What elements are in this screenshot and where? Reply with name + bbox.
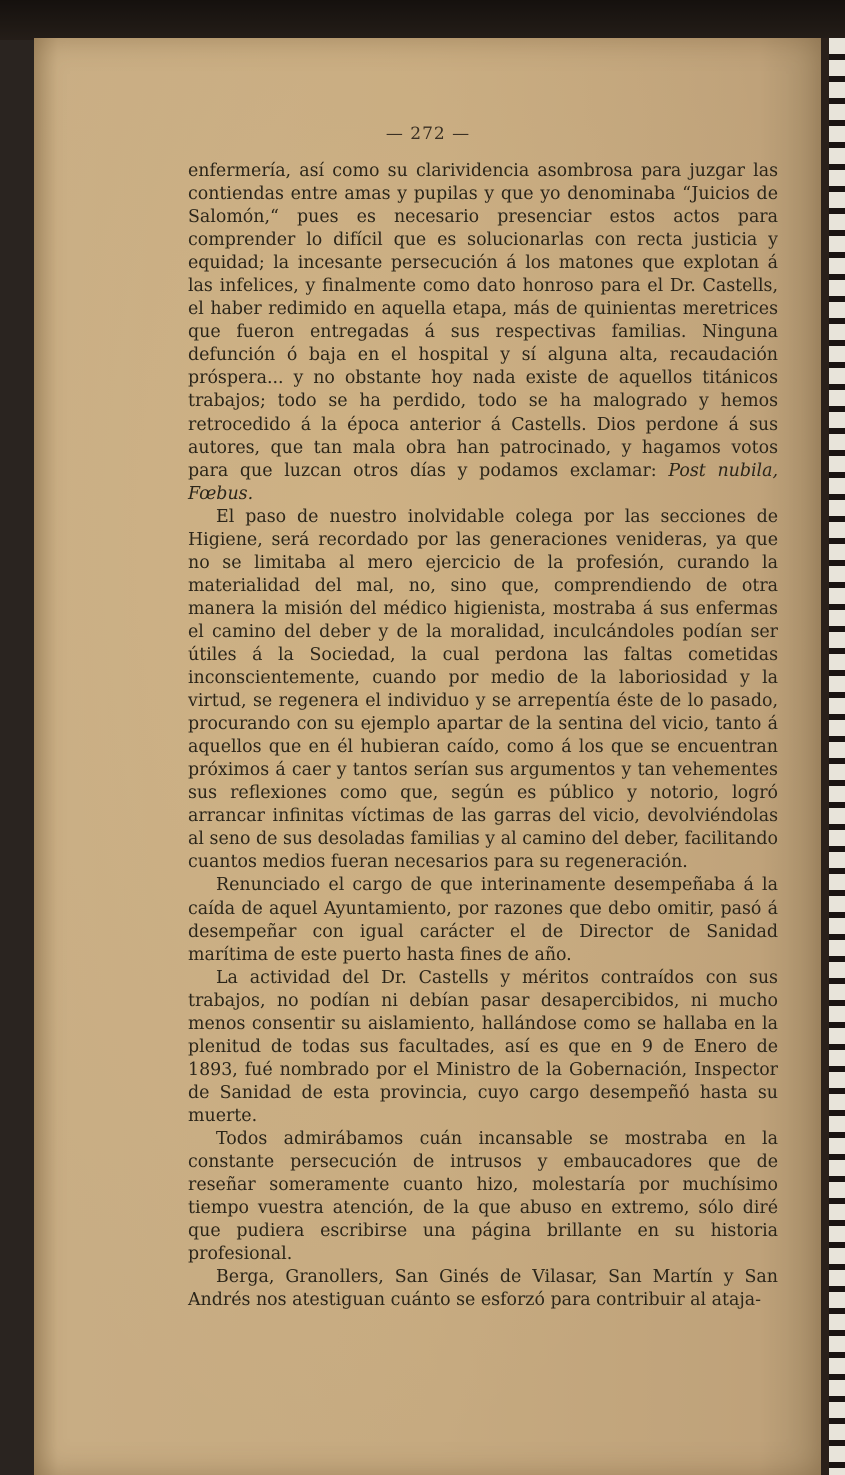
latin-quote: Post nubila, Fœbus. [188, 460, 779, 504]
paragraph-6: Berga, Granollers, San Ginés de Vilasar, San Martín y San Andrés nos atestiguan cuánto se esforzó para contribuir al ataja- [188, 1267, 778, 1311]
page-number: — 272 — [385, 124, 471, 144]
paragraph-2: El paso de nuestro inolvidable colega por las secciones de Higiene, será recordado por las generaciones venideras, ya que no se limitaba al mero ejercicio de la profesión, curando la materialidad del mal, no, sino que, comprendiendo de otra manera la misión del médico higienista, mostraba á sus enfermas el camino del deber y de la moralidad, inculcándoles podían ser útiles á la Sociedad, la cual perdona las faltas cometidas inconscientemente, cuando por medio de la laboriosidad y la virtud, se regenera el individuo y se arrepentía éste de lo pasado, procurando con su ejemplo apartar de la sentina del vicio, tanto á aquellos que en él hubieran caído, como á los que se encuentran próximos á caer y tantos serían sus argumentos y tan vehementes sus reflexiones como que, según es público y notorio, logró arrancar infinitas víctimas de las garras del vicio, devolviéndolas al seno de sus desoladas familias y al camino del deber, facilitando cuantos medios fueran necesarios para su regeneración. [188, 506, 778, 873]
scan-background-top [0, 0, 845, 40]
paragraph-5: Todos admirábamos cuán incansable se mostraba en la constante persecución de intrusos y embaucadores que de reseñar someramente cuanto hizo, molestaría por muchísimo tiempo vuestra atención, de la que abuso en extremo, sólo diré que pudiera escribirse una página brillante en su historia profesional. [188, 1128, 778, 1265]
paragraph-4: La actividad del Dr. Castells y méritos contraídos con sus trabajos, no podían ni debían pasar desapercibidos, ni mucho menos consentir su aislamiento, hallándose como se hallaba en la plenitud de todas sus facultades, así es que en 9 de Enero de 1893, fué nombrado por el Ministro de la Gobernación, Inspector de Sanidad de esta provincia, cuyo cargo desempeñó hasta su muerte. [188, 967, 778, 1126]
paragraph-3: Renunciado el cargo de que interinamente desempeñaba á la caída de aquel Ayuntamiento, por razones que debo omitir, pasó á desempeñar con igual carácter el de Director de Sanidad marítima de este puerto hasta fines de año. [188, 875, 778, 965]
stacked-page-edges [821, 38, 845, 1475]
book-page [34, 38, 822, 1475]
paragraph-1-text: enfermería, así como su clarividencia asombrosa para juzgar las contiendas entre amas y pupilas y que yo denominaba “Juicios de Salomón,“ pues es necesario presenciar estos actos para comprender lo difícil que es solucionarlas con recta justicia y equidad; la incesante persecución á los matones que explotan á las infelices, y finalmente como dato honroso para el Dr. Castells, el haber redimido en aquella etapa, más de quinientas meretrices que fueron entregadas á sus respectivas familias. Ninguna defunción ó baja en el hospital y sí alguna alta, recaudación próspera... y no obstante hoy nada existe de aquellos titánicos trabajos; todo se ha perdido, todo se ha malogrado y hemos retrocedido á la época anterior á Castells. Dios perdone á sus autores, que tan mala obra han patrocinado, y hagamos votos para que luzcan otros días y podamos exclamar: [188, 161, 778, 481]
paragraph-1 [188, 160, 778, 506]
page-text [188, 160, 778, 1312]
